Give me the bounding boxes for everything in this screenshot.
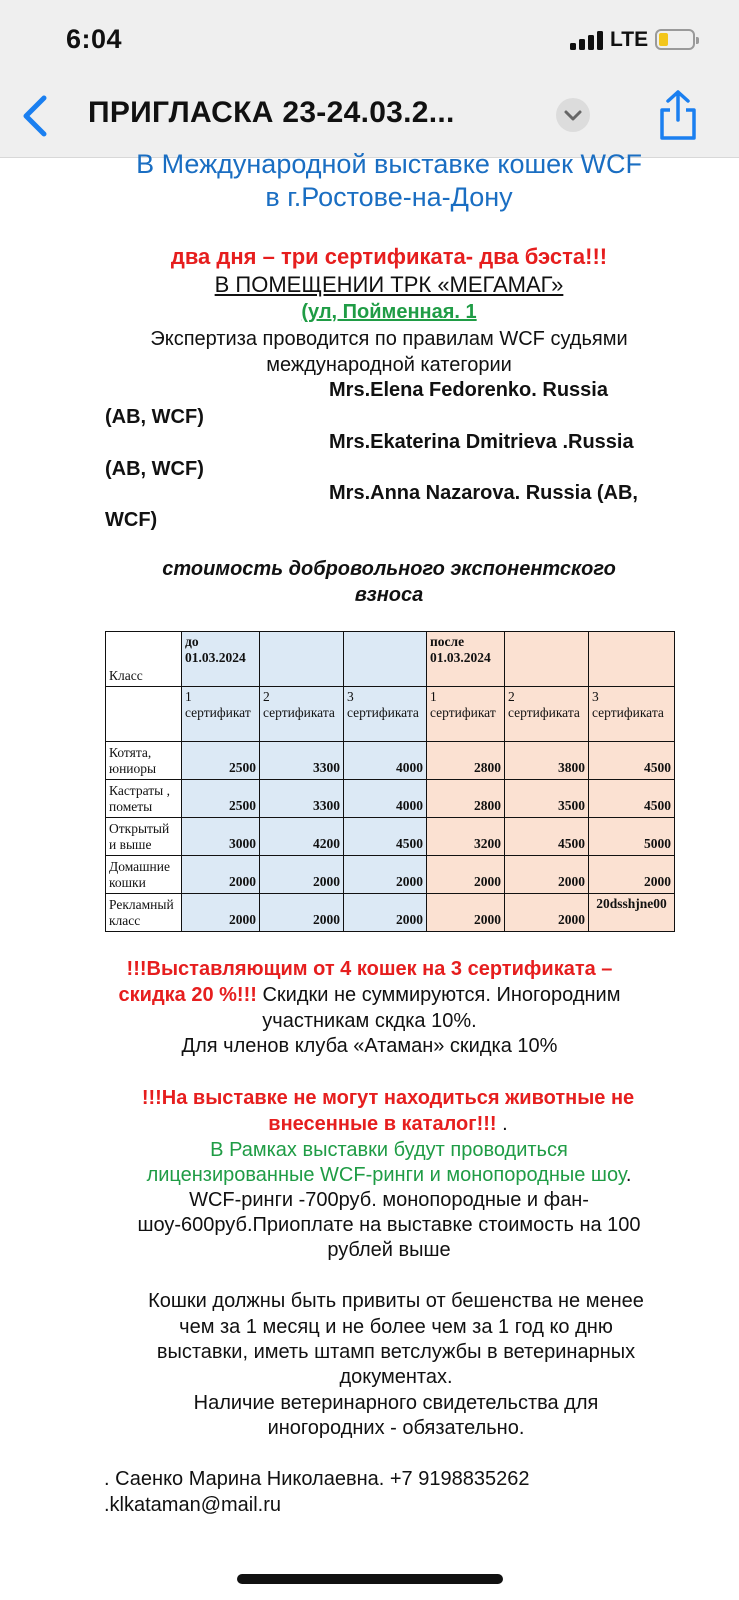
chevron-down-icon (556, 98, 590, 132)
rings-price-2: шоу-600руб.Приоплате на выставке стоимость на 100 (137, 1214, 641, 1236)
discount-highlight: скидка 20 %!!! (118, 984, 257, 1006)
rings-highlight: лицензированные WCF-ринги и монопородные шоу (146, 1164, 626, 1186)
price-cell: 4500 (505, 818, 589, 856)
share-icon[interactable] (656, 88, 700, 142)
contact-name-phone: . Саенко Марина Николаевна. +7 9198835262 (104, 1468, 530, 1490)
contact-email[interactable]: .klkataman@mail.ru (104, 1494, 282, 1516)
discount-line-3: участникам скдка 10%. (262, 1010, 477, 1032)
vaccine-line-2: чем за 1 месяц и не более чем за 1 год ко дню (179, 1316, 613, 1338)
price-cell: 2000 (182, 894, 260, 932)
fee-title-line-1: стоимость добровольного экспонентского (162, 558, 616, 580)
judge-1-name: Mrs.Elena Fedorenko. Russia (329, 379, 608, 401)
price-cell: 20dsshjne00 (589, 894, 675, 932)
battery-icon (655, 29, 695, 50)
price-cell: 2000 (182, 856, 260, 894)
document-title[interactable]: ПРИГЛАСКА 23-24.03.2... (88, 96, 455, 129)
table-row (106, 780, 675, 818)
row-label: Котята, юниоры (106, 742, 182, 780)
price-cell: 4000 (344, 780, 427, 818)
cert-2-header: 2 сертификата (505, 687, 589, 742)
back-chevron-icon[interactable] (20, 94, 50, 138)
judge-3-cont: WCF) (105, 509, 158, 531)
price-cell: 2800 (427, 780, 505, 818)
heading-line-1: В Международной выставке кошек WCF (136, 149, 642, 179)
price-cell: 2000 (344, 856, 427, 894)
heading-line-2: в г.Ростове-на-Дону (265, 182, 513, 212)
judge-1-cont: (AB, WCF) (105, 406, 204, 428)
price-cell: 2000 (427, 894, 505, 932)
price-cell: 2800 (427, 742, 505, 780)
cert-1-header: 1 сертификат (182, 687, 260, 742)
price-cell: 4000 (344, 742, 427, 780)
price-cell: 2000 (505, 856, 589, 894)
price-cell: 2000 (427, 856, 505, 894)
class-header: Класс (106, 632, 182, 687)
price-table (105, 631, 675, 932)
vaccine-line-4: документах. (339, 1366, 453, 1388)
judge-2-name: Mrs.Ekaterina Dmitrieva .Russia (329, 431, 634, 453)
vaccine-line-5: Наличие ветеринарного свидетельства для (193, 1392, 599, 1414)
warning-tail: . (496, 1113, 508, 1135)
judge-2-cont: (AB, WCF) (105, 458, 204, 480)
discount-note: Скидки не суммируются. Иногородним (256, 984, 621, 1006)
cert-1-header: 1 сертификат (427, 687, 505, 742)
cert-3-header: 3 сертификата (344, 687, 427, 742)
vaccine-line-3: выставки, иметь штамп ветслужбы в ветеринарных (156, 1341, 636, 1363)
expertise-line-2: международной категории (266, 354, 512, 376)
nav-bar (0, 80, 739, 158)
price-cell: 3000 (182, 818, 260, 856)
table-row (106, 856, 675, 894)
price-cell: 4200 (260, 818, 344, 856)
table-row (106, 742, 675, 780)
address: (ул, Пойменная. 1 (301, 301, 477, 323)
warning-highlight: внесенные в каталог!!! (268, 1113, 497, 1135)
rings-line-2 (0, 1164, 739, 1187)
cert-3-header: 3 сертификата (589, 687, 675, 742)
venue: В ПОМЕЩЕНИИ ТРК «МЕГАМАГ» (214, 272, 564, 297)
price-cell: 2000 (589, 856, 675, 894)
discount-line-4: Для членов клуба «Атаман» скидка 10% (181, 1035, 558, 1057)
cert-2-header: 2 сертификата (260, 687, 344, 742)
after-date-header: после 01.03.2024 (427, 632, 505, 687)
slogan: два дня – три сертификата- два бэста!!! (170, 244, 608, 269)
row-label: Открытый и выше (106, 818, 182, 856)
row-label: Кастраты , пометы (106, 780, 182, 818)
price-cell: 5000 (589, 818, 675, 856)
before-date-header: до 01.03.2024 (182, 632, 260, 687)
price-cell: 4500 (344, 818, 427, 856)
rings-price-3: рублей выше (327, 1239, 451, 1261)
price-cell: 2000 (260, 894, 344, 932)
vaccine-line-6: иногородних - обязательно. (267, 1417, 525, 1439)
price-cell: 3200 (427, 818, 505, 856)
rings-price-1: WCF-ринги -700руб. монопородные и фан- (189, 1189, 589, 1211)
price-cell: 2500 (182, 742, 260, 780)
table-header-row (106, 632, 675, 687)
price-cell: 3300 (260, 742, 344, 780)
table-cert-row (106, 687, 675, 742)
status-time: 6:04 (66, 24, 123, 54)
status-bar (0, 0, 739, 80)
price-cell: 3500 (505, 780, 589, 818)
row-label: Домашние кошки (106, 856, 182, 894)
price-cell: 3800 (505, 742, 589, 780)
price-cell: 2000 (260, 856, 344, 894)
network-label: LTE (610, 28, 649, 51)
fee-title-line-2: взноса (354, 584, 424, 606)
price-cell: 4500 (589, 780, 675, 818)
price-cell: 4500 (589, 742, 675, 780)
price-cell: 2000 (505, 894, 589, 932)
row-label: Рекламный класс (106, 894, 182, 932)
vaccine-line-1: Кошки должны быть привиты от бешенства не менее (148, 1290, 644, 1312)
price-cell: 2000 (344, 894, 427, 932)
expertise-line-1: Экспертиза проводится по правилам WCF судьями (150, 328, 628, 350)
warning-line-2 (0, 1113, 739, 1136)
discount-line-1: !!!Выставляющим от 4 кошек на 3 сертификата – (126, 958, 613, 980)
table-row (106, 818, 675, 856)
price-cell: 2500 (182, 780, 260, 818)
warning-line-1: !!!На выставке не могут находиться животные не (141, 1087, 635, 1109)
rings-line-1: В Рамках выставки будут проводиться (210, 1139, 568, 1161)
table-row (106, 894, 675, 932)
rings-dot: . (625, 1164, 632, 1186)
judge-3-name: Mrs.Anna Nazarova. Russia (AB, (329, 482, 638, 504)
price-cell: 3300 (260, 780, 344, 818)
signal-icon (570, 30, 604, 50)
discount-line-2 (0, 984, 739, 1007)
title-menu-button[interactable] (556, 98, 590, 132)
home-indicator[interactable] (237, 1574, 503, 1584)
